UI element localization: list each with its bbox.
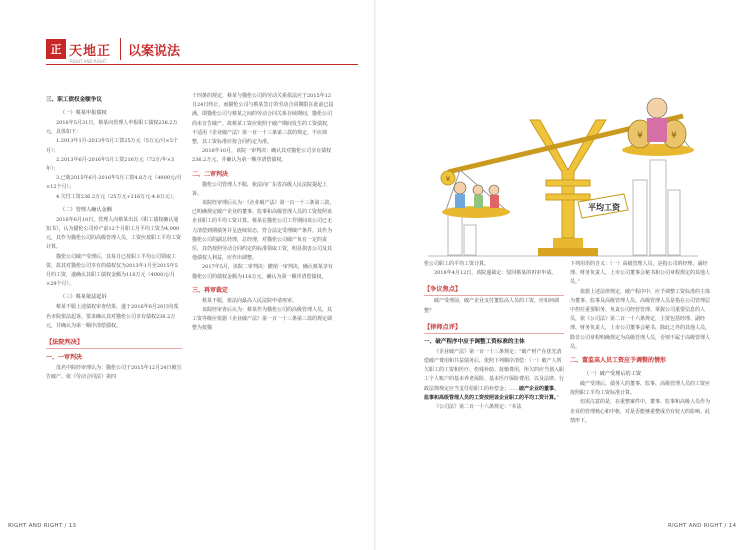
money-bags-icon <box>628 98 686 148</box>
section-heading: 三、再审裁定 <box>192 286 229 294</box>
right-column-1 <box>424 260 564 412</box>
tag-label: 平均工资 <box>588 203 620 212</box>
scale-base <box>553 238 583 248</box>
paragraph: 十四条的规定，蔡某与猫伦公司的劳动关系依法应于2015年12月24日终止，而猫伦公司与蔡某签订的劳动合同期限在此前已届满，即猫伦公司与蔡某之间的劳动合同关系存续期间，猫伦公司尚未宣告破产，故蔡某工资应依照于破产期间发生的工资债权，不适用《企业破产法》第一百一十三条第三款的规定，不应调整，其工资标准应按合同约定为准。 <box>192 93 334 146</box>
right-column-2 <box>570 260 710 426</box>
balance-scale-illustration <box>428 60 698 265</box>
section-heading: （一）蔡某申报债权 <box>60 110 107 116</box>
section-heading: （一）破产受理后的工资 <box>584 371 642 378</box>
section-title: 以案说法 <box>128 44 181 59</box>
header-separator <box>120 38 121 60</box>
page-footer-right: RIGHT AND RIGHT / 14 <box>668 523 737 529</box>
paragraph: 破产受理前，破产企业支付董监高人员的工资，应如何调整？ <box>424 298 560 314</box>
page-footer-left: RIGHT AND RIGHT / 13 <box>8 523 77 529</box>
paragraph: 2.2013年6月-2016年5月工资216万元（72万/年×3年）； <box>46 156 175 173</box>
right-pan <box>622 144 694 156</box>
svg-text:¥: ¥ <box>671 131 677 141</box>
paragraph: 猫伦公司管理人不服，依法向广东省高级人民法院提起上诉。 <box>192 181 328 197</box>
left-column-1 <box>46 92 182 382</box>
paragraph: 2016年6月10日，管理人向蔡某出具《职工债权确认通知书》，认为猫伦公司停产前12个月职工月平均工资为4,000元，其作为猫伦公司的高级管理人员，工资应按职工平均工资计算。 <box>46 216 182 251</box>
section-heading: 三、职工债权金额争议 <box>46 97 102 103</box>
section-heading: 【法院判决】 <box>46 337 182 349</box>
svg-text:¥: ¥ <box>445 175 451 183</box>
logo-english: RIGHT AND RIGHT <box>70 59 107 64</box>
highlighted-clause: 破产企业的董事、监事和高级管理人员的工资按照该企业职工的平均工资计算。 <box>424 385 560 401</box>
paragraph: 3.已收2015年6月-2016年5月工资4.8万元（4000元/月×12个月）； <box>46 175 182 191</box>
paragraph: 2018年4月12日，该院遂裁定：驳回蔡某的再审申请。 <box>434 270 557 277</box>
paragraph: 2017年5月，该院二审判决：撤销一审判决，确认蔡某享有猫伦公司的债权金额为116万元，确认为第一顺序清偿债权。 <box>192 264 333 280</box>
paragraph: 《公司法》第二百一十六条规定：“本法 <box>434 404 522 411</box>
logo-name: 天地正 <box>69 43 112 59</box>
paragraph: 该院经审理后认为：《企业破产法》第一百一十三条第三款，已明确规定破产企业的董事、监事和高级管理人员的工资按照该企业职工的平均工资计算。蔡某在猫伦公司工作期间该公司已无力清偿到期债务并呈连续状态，符合法定受理破产条件，其作为猫伦公司的副总经理，总经理，对猫伦公司破产负有一定的责任，其仍按照劳动合同约定的标准领取工资，明显损害公司及其他债权人利益，应作出调整。 <box>192 200 335 262</box>
paragraph: 蔡某不服，依法向最高人民法院申请再审。 <box>202 297 298 304</box>
executive-figure <box>647 98 667 118</box>
paragraph: 下列用语的含义：（一）高级管理人员，是指公司的经理、副经理、财务负责人，上市公司董事会秘书和公司章程规定的其他人员。” <box>570 261 711 286</box>
paragraph: 蔡某不服上述债权审查结果，遂于2016年6月20日向茂名市院依法起诉，要求确认其对猫伦公司享有债权236.2万元，并确认为第一顺序清偿债权。 <box>46 304 179 329</box>
section-heading: 二、董监高人员工资应予调整的情形 <box>570 357 667 365</box>
paragraph: 茂名中院经审理认为：猫伦公司于2015年12月24日被宣告破产。依《劳动合同法》第四 <box>46 365 182 381</box>
paragraph: 《企业破产法》第一百一十三条规定：“破产财产在优先清偿破产费用和共益债务后，依照下列顺序清偿：（一）破产人所欠职工的工资和医疗、伤残补助、抚恤费用，所欠的应当划入职工个人账户的基本养老保险、基本医疗保险费用，以及法律、行政法规规定应当支付给职工的补偿金；……破产企业的董事、监事和高级管理人员的工资按照该企业职工的平均工资计算。” <box>424 348 565 401</box>
paragraph: 4.欠付工资236.2万元（25万元+216万元-4.8万元）。 <box>56 193 178 200</box>
header-rule <box>46 64 358 65</box>
section-heading: 二、二审判决 <box>192 170 229 178</box>
paragraph: 但需注意的是，在重整案件中，董事、监事和高级人员作为企业的管理核心和中枢，对是否能够重整成功有较大的影响。此情形下， <box>570 399 711 424</box>
paragraph: 依据上述法律规定，破产程序中，应予调整工资标准的主体为董事、监事及高级管理人员。高级管理人员是指在公司管理层中担任重要职务、负责公司经营管理、掌握公司重要信息的人员，依《公司法》第二百一十六条规定，主要包括经理、副经理、财务负责人，上市公司董事会秘书，除此之外的其他人员，除非公司章程明确规定为高级管理人员，否则不属于高级管理人员。 <box>570 288 711 350</box>
paragraph: 该院经审查后认为：蔡某作为猫伦公司的高级管理人员，其工资等级应依据《企业破产法》第一百一十三条第三款的规定调整为按猫 <box>192 307 333 332</box>
paragraph: 2016年5月31日，蔡某向管理人申报职工债权236.2万元，具体如下： <box>46 120 178 136</box>
section-heading: 【争议焦点】 <box>424 284 564 296</box>
paragraph: 猫伦公司破产受理后，其每月已按职工平均公司领取工资，故其对猫伦公司享有的债权仅为2013年1月至2015年5月的工资，遂确认其职工债权金额为116万元（4000元/月×29个月）。 <box>46 253 178 288</box>
section-heading: 一、破产程序中应予调整工资标准的主体 <box>424 338 525 345</box>
section-heading: 一、一审判决 <box>46 354 83 362</box>
svg-text:¥: ¥ <box>637 131 643 141</box>
left-column-2 <box>192 92 336 334</box>
paragraph: 伦公司职工的平均工资计算。 <box>424 261 490 267</box>
section-heading: （二）管理人确认金额 <box>60 206 112 213</box>
paragraph: 破产受理后，债务人的董事、监事、高级管理人员的工资应按照职工平均工资标准计算。 <box>570 381 711 397</box>
paragraph: 2016年10月，该院一审判决：确认其对猫伦公司享有债权236.2万元，并确认为第一顺序清偿债权。 <box>192 148 332 164</box>
brand-logo <box>46 38 112 64</box>
section-heading: （三）蔡某依法起诉 <box>60 294 107 301</box>
section-heading: 【律师点评】 <box>424 322 564 334</box>
logo-mark-icon: 正 <box>46 39 66 59</box>
paragraph: 1.2013年1月-2013年5月工资25万元（5万元/月×5个月）； <box>46 138 178 154</box>
small-people <box>454 182 499 208</box>
